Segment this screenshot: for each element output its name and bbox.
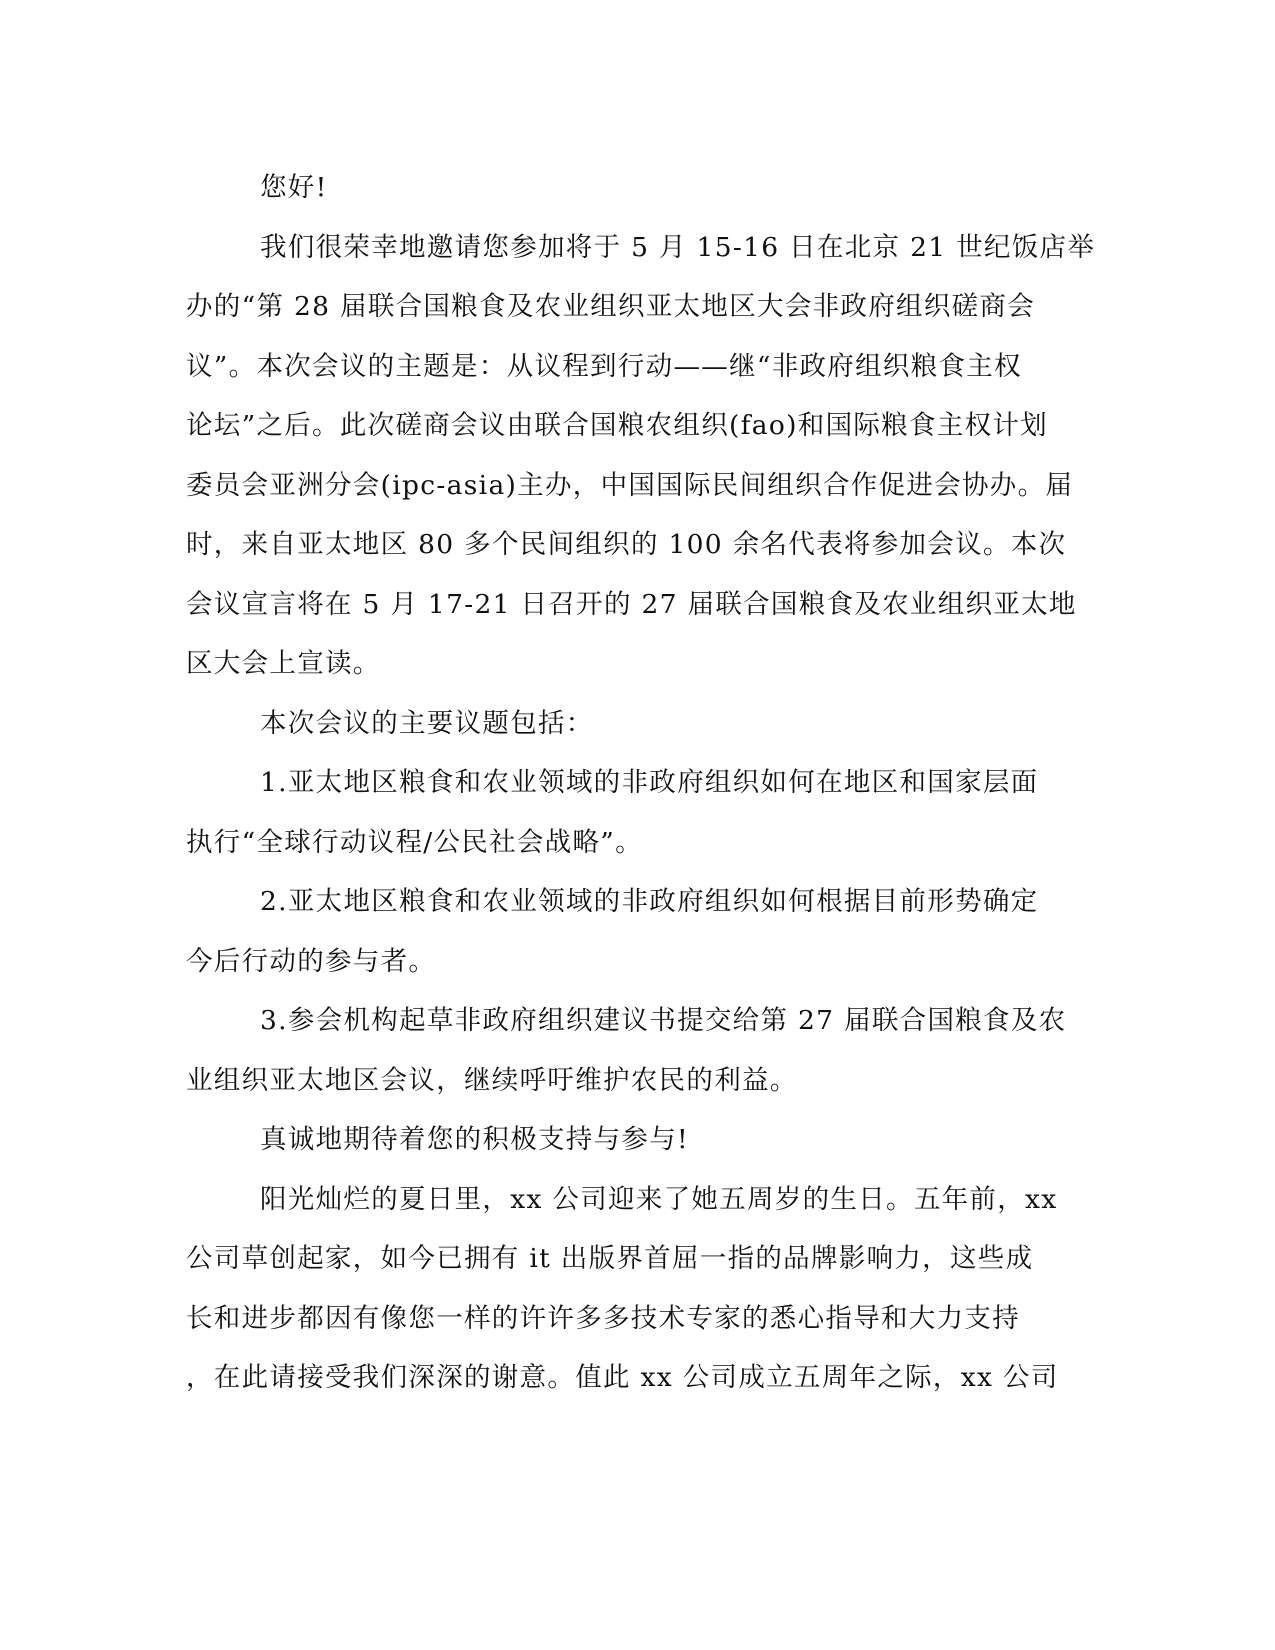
text-line: 时，来自亚太地区 80 多个民间组织的 100 余名代表将参加会议。本次 (186, 529, 1067, 560)
closing-line: 真诚地期待着您的积极支持与参与! (260, 1124, 689, 1155)
text-line: 长和进步都因有像您一样的许许多多技术专家的悉心指导和大力支持 (186, 1302, 1020, 1334)
document-body (186, 158, 1096, 1408)
text-line: 议”。本次会议的主题是：从议程到行动——继“非政府组织粮食主权 (186, 350, 1022, 382)
text-line: 阳光灿烂的夏日里，xx 公司迎来了她五周岁的生日。五年前，xx (260, 1183, 1058, 1215)
topic-item-line: 3.参会机构起草非政府组织建议书提交给第 27 届联合国粮食及农 (260, 1005, 1067, 1036)
text-line: 今后行动的参与者。 (186, 945, 437, 977)
text-line: 公司草创起家，如今已拥有 it 出版界首屈一指的品牌影响力，这些成 (186, 1243, 1034, 1274)
text-line: 办的“第 28 届联合国粮食及农业组织亚太地区大会非政府组织磋商会 (186, 291, 1036, 322)
text-line: 区大会上宣读。 (186, 648, 381, 679)
greeting-line: 您好! (260, 172, 328, 203)
text-line: 执行“全球行动议程/公民社会战略”。 (186, 826, 643, 858)
topics-heading-line: 本次会议的主要议题包括： (260, 707, 594, 739)
text-line: 论坛”之后。此次磋商会议由联合国粮农组织(fao)和国际粮食主权计划 (186, 410, 1048, 441)
text-line: 会议宣言将在 5 月 17-21 日召开的 27 届联合国粮食及农业组织亚太地 (186, 588, 1077, 620)
text-line: ，在此请接受我们深深的谢意。值此 xx 公司成立五周年之际，xx 公司 (186, 1362, 1059, 1393)
text-line: 业组织亚太地区会议，继续呼吁维护农民的利益。 (186, 1064, 798, 1096)
topic-item-line: 1.亚太地区粮食和农业领域的非政府组织如何在地区和国家层面 (260, 767, 1039, 798)
text-line: 委员会亚洲分会(ipc-asia)主办，中国国际民间组织合作促进会协办。届 (186, 469, 1074, 501)
topic-item-line: 2.亚太地区粮食和农业领域的非政府组织如何根据目前形势确定 (260, 886, 1039, 917)
text-line: 我们很荣幸地邀请您参加将于 5 月 15-16 日在北京 21 世纪饭店举 (260, 231, 1096, 263)
